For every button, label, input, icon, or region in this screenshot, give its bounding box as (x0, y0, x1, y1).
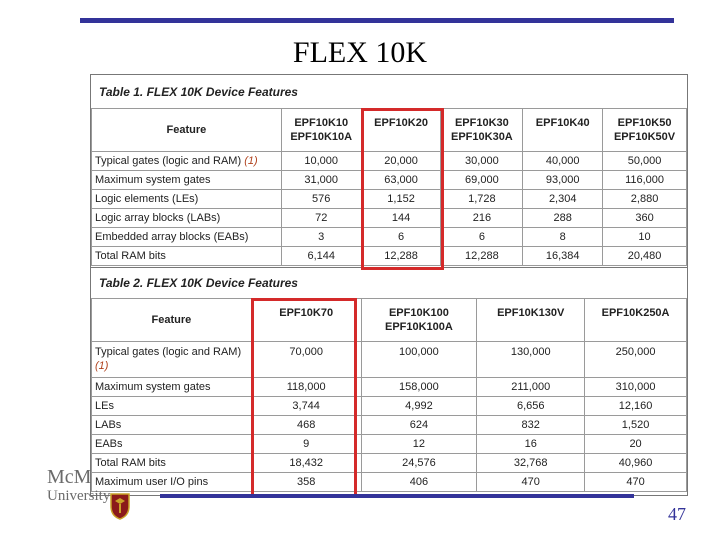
cell: 8 (523, 228, 603, 247)
cell: 20,480 (603, 247, 687, 266)
cell: 470 (585, 473, 687, 492)
cell: 6,656 (477, 397, 585, 416)
cell: 158,000 (361, 378, 477, 397)
cell: 130,000 (477, 342, 585, 378)
slide-title: FLEX 10K (292, 36, 428, 69)
cell: 6,144 (281, 247, 361, 266)
row-label: Typical gates (logic and RAM) (1) (92, 342, 252, 378)
footnote-ref: (1) (244, 155, 258, 167)
page-number: 47 (668, 504, 686, 524)
logo-text-mcm: McM (47, 466, 92, 488)
column-header-epf10k250a: EPF10K250A (585, 299, 687, 342)
column-header-feature: Feature (92, 299, 252, 342)
cell: 12,288 (441, 247, 523, 266)
cell: 2,880 (603, 190, 687, 209)
column-header-feature: Feature (92, 109, 282, 152)
cell: 18,432 (251, 454, 361, 473)
row-label: Logic array blocks (LABs) (92, 209, 282, 228)
column-header-epf10k130v: EPF10K130V (477, 299, 585, 342)
cell: 72 (281, 209, 361, 228)
cell: 40,960 (585, 454, 687, 473)
cell: 468 (251, 416, 361, 435)
cell: 10 (603, 228, 687, 247)
row-label: Logic elements (LEs) (92, 190, 282, 209)
table-row (92, 416, 687, 435)
table-1-caption: Table 1. FLEX 10K Device Features (99, 85, 298, 99)
row-label: Total RAM bits (92, 454, 252, 473)
row-label: Maximum user I/O pins (92, 473, 252, 492)
row-label: Maximum system gates (92, 171, 282, 190)
column-header-epf10k40: EPF10K40 (523, 109, 603, 152)
row-label: Maximum system gates (92, 378, 252, 397)
cell: 12,160 (585, 397, 687, 416)
cell: 358 (251, 473, 361, 492)
cell: 40,000 (523, 152, 603, 171)
cell: 1,152 (361, 190, 441, 209)
cell: 20 (585, 435, 687, 454)
cell: 1,728 (441, 190, 523, 209)
top-rule (80, 18, 674, 23)
cell: 288 (523, 209, 603, 228)
cell: 118,000 (251, 378, 361, 397)
cell: 9 (251, 435, 361, 454)
cell: 250,000 (585, 342, 687, 378)
cell: 50,000 (603, 152, 687, 171)
cell: 360 (603, 209, 687, 228)
cell: 470 (477, 473, 585, 492)
cell: 31,000 (281, 171, 361, 190)
cell: 6 (441, 228, 523, 247)
cell: 624 (361, 416, 477, 435)
table-row (92, 454, 687, 473)
cell: 211,000 (477, 378, 585, 397)
cell: 100,000 (361, 342, 477, 378)
row-label: Typical gates (logic and RAM) (1) (92, 152, 282, 171)
crest-icon (109, 492, 131, 520)
cell: 30,000 (441, 152, 523, 171)
row-label: EABs (92, 435, 252, 454)
column-header-epf10k50: EPF10K50 EPF10K50V (603, 109, 687, 152)
table-row (92, 397, 687, 416)
cell: 3,744 (251, 397, 361, 416)
highlight-box-epf10k20 (361, 108, 444, 270)
cell: 406 (361, 473, 477, 492)
table-2-image (90, 267, 688, 496)
column-header-epf10k10: EPF10K10 EPF10K10A (281, 109, 361, 152)
row-label: Embedded array blocks (EABs) (92, 228, 282, 247)
cell: 3 (281, 228, 361, 247)
table-2-header-row (92, 299, 687, 342)
table-row (92, 378, 687, 397)
bottom-rule (160, 494, 634, 498)
cell: 70,000 (251, 342, 361, 378)
column-header-epf10k20: EPF10K20 (361, 109, 441, 152)
logo-text-university: University (47, 488, 111, 504)
cell: 832 (477, 416, 585, 435)
cell: 144 (361, 209, 441, 228)
cell: 310,000 (585, 378, 687, 397)
cell: 4,992 (361, 397, 477, 416)
column-header-epf10k30: EPF10K30 EPF10K30A (441, 109, 523, 152)
university-logo (47, 466, 147, 526)
cell: 16,384 (523, 247, 603, 266)
table-row (92, 342, 687, 378)
cell: 12 (361, 435, 477, 454)
cell: 32,768 (477, 454, 585, 473)
cell: 216 (441, 209, 523, 228)
row-label: LEs (92, 397, 252, 416)
row-label: LABs (92, 416, 252, 435)
highlight-box-epf10k70 (251, 298, 357, 497)
table-row (92, 473, 687, 492)
column-header-epf10k70: EPF10K70 (251, 299, 361, 342)
cell: 24,576 (361, 454, 477, 473)
table-row (92, 435, 687, 454)
cell: 20,000 (361, 152, 441, 171)
cell: 16 (477, 435, 585, 454)
cell: 63,000 (361, 171, 441, 190)
footnote-ref: (1) (95, 360, 109, 372)
cell: 1,520 (585, 416, 687, 435)
row-label: Total RAM bits (92, 247, 282, 266)
table-2-caption: Table 2. FLEX 10K Device Features (99, 276, 298, 290)
cell: 10,000 (281, 152, 361, 171)
cell: 93,000 (523, 171, 603, 190)
table-2 (91, 298, 687, 492)
column-header-epf10k100: EPF10K100 EPF10K100A (361, 299, 477, 342)
cell: 69,000 (441, 171, 523, 190)
cell: 2,304 (523, 190, 603, 209)
cell: 12,288 (361, 247, 441, 266)
cell: 6 (361, 228, 441, 247)
cell: 576 (281, 190, 361, 209)
cell: 116,000 (603, 171, 687, 190)
